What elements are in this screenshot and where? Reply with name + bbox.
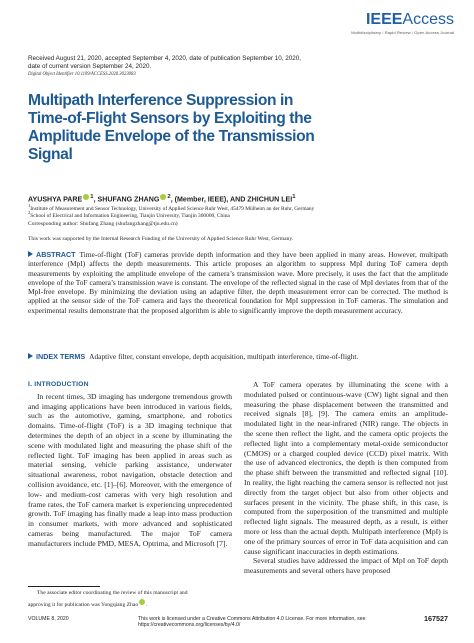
orcid-icon[interactable] xyxy=(83,194,89,200)
author-list: AYUSHYA PARE $^1$, SHUFANG ZHANG $^2$, (Member, IEEE), AND ZHICHUN LEI$^1$ xyxy=(28,194,296,204)
paragraph: Several studies have addressed the impact of MpI on ToF depth measurements and several others have proposed xyxy=(244,556,448,576)
index-terms-text: Adaptive filter, constant envelope, depth acquisition, multipath interference, time-of-flight. xyxy=(89,352,359,361)
corresponding-author: Corresponding author: Shufang Zhang (shufangzhang@tju.edu.cn) xyxy=(28,221,178,227)
abstract-text: Time-of-flight (ToF) cameras provide depth information and they have been applied in many areas. However, multipath interference (MpI) affects the depth measurements. This article proposes an algorithm to suppress MpI during ToF camera depth measurements by exploiting the amplitude envelope of the camera’s transmission wave. More precisely, it uses the fact that the amplitude envelope of the ToF camera’s transmission wave is constant. The envelope of the reflected signal in the case of MpI deviates from that of the MpI-free envelope. By minimizing the deviation using an adaptive filter, the depth measurement error can be corrected. The method is applied at the sensor side of the ToF camera and lays the theoretical foundation for MpI suppression in ToF cameras. The simulation and experimental results demonstrate that the proposed algorithm is able to significantly improve the depth measurement accuracy. xyxy=(28,250,448,315)
index-terms xyxy=(28,352,448,361)
affiliation: $^1$Institute of Measurement and Sensor Technology, University of Applied Science Ruhr West, 45479 Mülheim an der Ruhr, Germany xyxy=(28,203,315,212)
abstract xyxy=(28,250,448,315)
doi: Digital Object Identifier 10.1109/ACCESS.2020.3023083 xyxy=(28,72,136,77)
publication-dates: Received August 21, 2020, accepted September 4, 2020, date of publication September 10, 2020, date of current version September 24, 2020. xyxy=(28,55,302,70)
volume-label: VOLUME 8, 2020 xyxy=(28,616,69,622)
footnote-divider xyxy=(28,586,100,587)
logo-tagline: Multidisciplinary ⁞ Rapid Review ⁞ Open Access Journal xyxy=(351,30,454,35)
affiliation: $^2$School of Electrical and Information Engineering, Tianjin University, Tianjin 300000, China xyxy=(28,210,230,219)
orcid-icon[interactable] xyxy=(160,194,166,200)
body-column-right xyxy=(244,380,448,576)
page-number: 167527 xyxy=(424,614,448,623)
orcid-icon[interactable] xyxy=(139,599,145,605)
paper-title: Multipath Interference Suppression in Time-of-Flight Sensors by Exploiting the Amplitude Envelope of the Transmission Signal xyxy=(28,92,315,163)
funding-note: This work was supported by the Internal Research Funding of the University of Applied Science Ruhr West, Germany. xyxy=(28,236,294,242)
logo-wordmark: IEEEAccess xyxy=(365,11,454,28)
section-heading: I. INTRODUCTION xyxy=(28,381,89,388)
license-link[interactable]: This work is licensed under a Creative Commons Attribution 4.0 License. For more information, see https://creativecommons.org/licenses/by/4.0/ xyxy=(138,616,366,628)
body-column-left xyxy=(28,380,232,549)
paragraph: A ToF camera operates by illuminating the scene with a modulated pulsed or continuous-wave (CW) light signal and then measuring the phase displacement between the transmitted and received signals [8], [9]. The camera emits an amplitude-modulated light in the near-infrared (NIR) range. The objects in the scene then reflect the light, and the camera optic projects the reflected light into a complementary metal-oxide semiconductor (CMOS) or a charged coupled device (CCD) pixel matrix. With the use of advanced electronics, the depth is then computed from the phase shift between the transmitted and reflected signal [10]. In reality, the light reaching the camera sensor is reflected not just directly from the target object but also from other objects and surfaces present in the vicinity. The phase shift, in this case, is computed from the superposition of the transmitted and multiple reflected light signals. The measured depth, as a result, is either more or less than the actual depth. Multipath interference (MpI) is one of the primary sources of error in ToF data acquisition and can cause significant inaccuracies in depth estimations. xyxy=(244,380,448,556)
editor-footnote: The associate editor coordinating the review of this manuscript and approving it for publication was Yongqiang Zhao . xyxy=(28,590,188,608)
journal-logo xyxy=(351,12,454,35)
triangle-marker-icon xyxy=(28,353,33,359)
abstract-heading: ABSTRACT xyxy=(36,250,76,259)
paragraph: In recent times, 3D imaging has undergone tremendous growth and imaging applications have been introduced in various fields, such as the automotive, gaming, smartphone, and robotics domains. Time-of-flight (ToF) is a 3D imaging technique that determines the depth of an object in a scene by illuminating the scene with modulated light and measuring the phase shift of the reflected light. ToF imaging has been applied in areas such as material sensing, vehicle parking assistance, underwater situational awareness, robot navigation, obstacle detection and collision avoidance, etc. [1]–[6]. Moreover, with the emergence of low- and medium-cost cameras with very high resolution and frame rates, the ToF camera market is experiencing unprecedented growth. ToF imaging has finally made a leap into mass production in consumer markets, with more advanced and sophisticated cameras being manufactured. The major ToF camera manufacturers include PMD, MESA, Optrima, and Microsoft [7]. xyxy=(28,391,232,548)
index-terms-heading: INDEX TERMS xyxy=(36,352,86,361)
triangle-marker-icon xyxy=(28,251,33,257)
